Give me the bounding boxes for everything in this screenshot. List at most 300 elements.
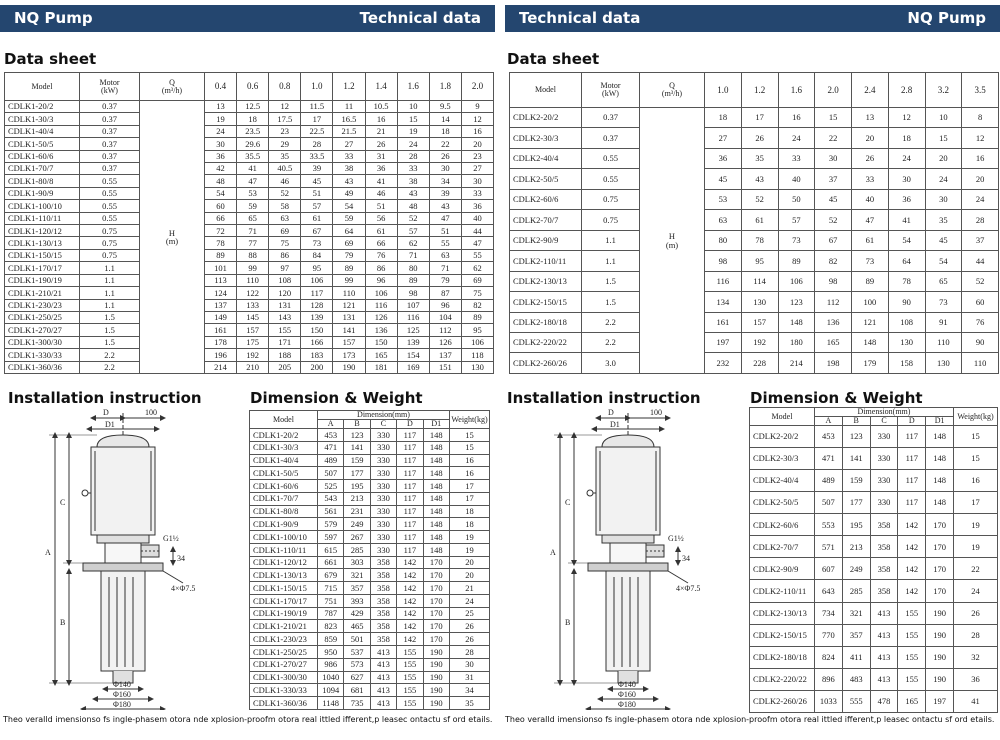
head-cell: 71 [397, 249, 429, 261]
table-row [5, 361, 494, 373]
dimension-cell: 330 [870, 448, 898, 470]
q-value: 3.2 [925, 73, 962, 108]
dimension-cell: 142 [397, 582, 423, 595]
head-cell: 36 [705, 148, 742, 168]
model-header: Model [5, 73, 80, 101]
dimension-cell: 471 [318, 441, 344, 454]
head-cell: 86 [269, 249, 301, 261]
label-d: D [103, 408, 109, 417]
model-cell: CDLK2-220/22 [750, 668, 815, 690]
model-cell: CDLK1-50/5 [250, 467, 318, 480]
dimension-cell: 413 [870, 668, 898, 690]
table-row [250, 531, 490, 544]
head-cell: 121 [852, 312, 889, 332]
model-cell: CDLK1-150/15 [5, 249, 80, 261]
head-cell: 26 [429, 150, 461, 162]
head-cell: 73 [778, 230, 815, 250]
head-cell: 120 [269, 287, 301, 299]
head-cell: 18 [429, 125, 461, 137]
table-row [5, 163, 494, 175]
head-cell: 30 [925, 189, 962, 209]
dimension-cell: 413 [370, 684, 396, 697]
head-cell: 36 [205, 150, 237, 162]
dimension-cell: 117 [397, 454, 423, 467]
head-cell: 13 [852, 108, 889, 128]
table-row [5, 101, 494, 113]
dimension-cell: 561 [318, 505, 344, 518]
head-cell: 10 [925, 108, 962, 128]
table-row [5, 200, 494, 212]
head-cell: 63 [269, 212, 301, 224]
head-cell: 90 [962, 332, 999, 352]
head-cell: 16 [778, 108, 815, 128]
head-cell: 30 [429, 163, 461, 175]
head-cell: 10 [397, 101, 429, 113]
head-cell: 28 [301, 138, 333, 150]
head-cell: 9.5 [429, 101, 461, 113]
label-d1: D1 [610, 420, 620, 429]
head-cell: 67 [301, 225, 333, 237]
dimension-table [249, 410, 490, 710]
head-cell: 11.5 [301, 101, 333, 113]
head-cell: 24 [888, 148, 925, 168]
dimension-cell: 787 [318, 607, 344, 620]
dimension-cell: 896 [815, 668, 843, 690]
header-row [5, 73, 494, 101]
dimension-cell: 190 [926, 646, 954, 668]
dimension-cell: 148 [423, 441, 449, 454]
head-cell: 130 [925, 353, 962, 374]
q-value: 0.6 [237, 73, 269, 101]
head-cell: 157 [333, 336, 365, 348]
weight-cell: 19 [954, 514, 998, 536]
head-cell: 136 [815, 312, 852, 332]
model-header: Model [750, 408, 815, 426]
head-cell: 73 [852, 251, 889, 271]
head-cell: 23 [269, 125, 301, 137]
head-cell: 51 [301, 187, 333, 199]
label-b: B [565, 618, 571, 627]
table-row [250, 620, 490, 633]
dimension-cell: 155 [898, 646, 926, 668]
table-row [5, 249, 494, 261]
table-row [750, 624, 998, 646]
head-cell: 69 [269, 225, 301, 237]
head-cell: 75 [461, 287, 493, 299]
head-cell: 139 [301, 311, 333, 323]
motor-cap [602, 435, 654, 447]
label-c: C [565, 498, 571, 507]
head-cell: 36 [888, 189, 925, 209]
q-value: 1.4 [365, 73, 397, 101]
dimension-cell: 142 [397, 594, 423, 607]
head-cell: 112 [429, 324, 461, 336]
weight-cell: 20 [450, 569, 490, 582]
head-cell: 16.5 [333, 113, 365, 125]
table-row [250, 684, 490, 697]
label-phi140: Φ140 [113, 680, 131, 689]
dimension-cell: 117 [898, 470, 926, 492]
dimension-cell: 213 [344, 492, 370, 505]
motor-cell: 0.37 [80, 163, 140, 175]
dimension-cell: 148 [926, 448, 954, 470]
head-cell: 23.5 [237, 125, 269, 137]
head-cell: 45 [925, 230, 962, 250]
dimension-cell: 170 [423, 607, 449, 620]
head-cell: 150 [365, 336, 397, 348]
head-cell: 27 [333, 138, 365, 150]
data-sheet-title: Data sheet [4, 50, 97, 68]
model-cell: CDLK2-70/7 [510, 210, 582, 230]
head-cell: 17 [741, 108, 778, 128]
weight-cell: 15 [954, 448, 998, 470]
head-cell: 116 [705, 271, 742, 291]
table-row [750, 426, 998, 448]
dimension-cell: 123 [842, 426, 870, 448]
model-cell: CDLK2-130/13 [750, 602, 815, 624]
head-cell: 101 [205, 262, 237, 274]
header-brand: NQ Pump [14, 9, 93, 27]
dimension-cell: 195 [344, 480, 370, 493]
head-cell: 67 [815, 230, 852, 250]
dimension-cell: 190 [926, 602, 954, 624]
head-cell: 61 [852, 230, 889, 250]
head-cell: 62 [397, 237, 429, 249]
label-a: A [45, 548, 51, 557]
head-cell: 15 [815, 108, 852, 128]
model-cell: CDLK1-60/6 [250, 480, 318, 493]
data-sheet-title: Data sheet [507, 50, 600, 68]
h-unit: (m) [165, 236, 179, 246]
header-title: Technical data [519, 9, 641, 27]
head-cell: 145 [237, 311, 269, 323]
dimension-cell: 123 [344, 429, 370, 442]
dimension-cell: 249 [842, 558, 870, 580]
head-cell: 43 [429, 200, 461, 212]
head-cell: 63 [705, 210, 742, 230]
label-a: A [550, 548, 556, 557]
head-cell: 20 [962, 169, 999, 189]
motor-cell: 2.2 [80, 361, 140, 373]
head-cell: 131 [333, 311, 365, 323]
head-cell: 30 [205, 138, 237, 150]
head-cell: 12.5 [237, 101, 269, 113]
head-cell: 99 [333, 274, 365, 286]
head-cell: 80 [705, 230, 742, 250]
dimension-cell: 148 [423, 518, 449, 531]
head-cell: 64 [888, 251, 925, 271]
dimension-cell: 571 [815, 536, 843, 558]
head-cell: 55 [461, 249, 493, 261]
label-phi180: Φ180 [618, 700, 636, 709]
weight-cell: 24 [954, 580, 998, 602]
head-cell: 40 [778, 169, 815, 189]
motor-cell: 0.37 [582, 128, 640, 148]
head-cell: 128 [301, 299, 333, 311]
head-cell: 45 [301, 175, 333, 187]
q-value: 1.0 [705, 73, 742, 108]
head-cell: 52 [269, 187, 301, 199]
dimension-cell: 471 [815, 448, 843, 470]
dimension-cell: 177 [344, 467, 370, 480]
dimension-cell: 413 [870, 624, 898, 646]
weight-cell: 15 [954, 426, 998, 448]
head-cell: 89 [397, 274, 429, 286]
motor-cell: 0.37 [80, 138, 140, 150]
head-cell: 123 [778, 292, 815, 312]
weight-cell: 15 [450, 441, 490, 454]
motor-cell: 0.37 [80, 125, 140, 137]
head-cell: 9 [461, 101, 493, 113]
dimension-cell: 330 [370, 531, 396, 544]
head-cell: 19 [205, 113, 237, 125]
head-cell: 33 [778, 148, 815, 168]
model-cell: CDLK2-90/9 [750, 558, 815, 580]
pump-body [101, 571, 145, 671]
head-cell: 41 [888, 210, 925, 230]
dimension-cell: 525 [318, 480, 344, 493]
head-cell: 20 [461, 138, 493, 150]
head-cell: 57 [397, 225, 429, 237]
table-row [5, 336, 494, 348]
weight-cell: 28 [450, 646, 490, 659]
q-value: 1.6 [778, 73, 815, 108]
model-cell: CDLK2-50/5 [750, 492, 815, 514]
dimension-cell: 159 [344, 454, 370, 467]
model-cell: CDLK2-110/11 [750, 580, 815, 602]
weight-cell: 16 [954, 470, 998, 492]
model-header: Model [250, 411, 318, 429]
head-cell: 48 [397, 200, 429, 212]
head-cell: 24 [962, 189, 999, 209]
head-cell: 179 [852, 353, 889, 374]
head-cell: 154 [397, 349, 429, 361]
head-cell: 100 [852, 292, 889, 312]
weight-cell: 17 [450, 480, 490, 493]
head-cell: 116 [365, 299, 397, 311]
weight-cell: 19 [450, 543, 490, 556]
dimension-cell: 170 [926, 514, 954, 536]
dimension-cell: 358 [870, 536, 898, 558]
dimension-cell: 679 [318, 569, 344, 582]
head-cell: 20 [852, 128, 889, 148]
weight-cell: 41 [954, 690, 998, 712]
head-cell: 82 [815, 251, 852, 271]
head-cell: 33 [461, 187, 493, 199]
head-cell: 48 [205, 175, 237, 187]
data-sheet-table [509, 72, 999, 374]
head-cell: 137 [429, 349, 461, 361]
table-row [5, 138, 494, 150]
model-cell: CDLK1-80/8 [5, 175, 80, 187]
model-cell: CDLK2-40/4 [750, 470, 815, 492]
table-row [5, 262, 494, 274]
label-g: G1½ [668, 534, 684, 543]
dimension-cell: 155 [397, 697, 423, 710]
table-row [250, 556, 490, 569]
dimension-cell: 117 [397, 441, 423, 454]
dimension-cell: 190 [926, 668, 954, 690]
dimension-cell: 190 [423, 671, 449, 684]
dimension-cell: 411 [842, 646, 870, 668]
dimension-cell: 358 [370, 620, 396, 633]
dimension-cell: 543 [318, 492, 344, 505]
motor-cell: 1.5 [582, 271, 640, 291]
pump-drawing-svg [5, 405, 245, 710]
head-cell: 43 [397, 187, 429, 199]
head-cell: 56 [365, 212, 397, 224]
model-cell: CDLK1-50/5 [5, 138, 80, 150]
dimension-cell: 413 [370, 646, 396, 659]
table-row [250, 543, 490, 556]
head-cell: 114 [741, 271, 778, 291]
head-cell: 38 [333, 163, 365, 175]
table-row [510, 148, 999, 168]
motor-cell: 0.37 [80, 101, 140, 113]
header-row [750, 408, 998, 417]
model-cell: CDLK1-130/13 [250, 569, 318, 582]
head-cell: 124 [205, 287, 237, 299]
head-cell: 35.5 [237, 150, 269, 162]
model-cell: CDLK1-230/23 [5, 299, 80, 311]
dimension-cell: 117 [898, 448, 926, 470]
head-cell: 139 [397, 336, 429, 348]
dimension-cell: 859 [318, 633, 344, 646]
head-cell: 22.5 [301, 125, 333, 137]
head-cell: 30 [815, 148, 852, 168]
dimension-cell: 507 [815, 492, 843, 514]
dimension-cell: 553 [815, 514, 843, 536]
motor-cell: 2.2 [582, 332, 640, 352]
head-cell: 55 [429, 237, 461, 249]
pump-body [606, 571, 650, 671]
head-cell: 106 [778, 271, 815, 291]
model-cell: CDLK1-270/27 [5, 324, 80, 336]
dimension-column-header: A [318, 420, 344, 429]
head-cell: 24 [205, 125, 237, 137]
head-cell: 31 [365, 150, 397, 162]
head-cell: 89 [461, 311, 493, 323]
head-cell: 51 [365, 200, 397, 212]
head-cell: 112 [815, 292, 852, 312]
header-title: Technical data [359, 9, 481, 27]
model-cell: CDLK1-30/3 [5, 113, 80, 125]
model-cell: CDLK2-20/2 [510, 108, 582, 128]
model-cell: CDLK1-230/23 [250, 633, 318, 646]
head-cell: 106 [301, 274, 333, 286]
head-cell: 150 [301, 324, 333, 336]
dimension-cell: 358 [370, 582, 396, 595]
dimension-title: Dimension & Weight [750, 389, 923, 407]
label-phi160: Φ160 [113, 690, 131, 699]
head-cell: 52 [815, 210, 852, 230]
installation-title: Installation instruction [8, 389, 202, 407]
head-cell: 157 [237, 324, 269, 336]
head-cell: 87 [429, 287, 461, 299]
dimension-cell: 190 [423, 646, 449, 659]
head-cell: 137 [205, 299, 237, 311]
head-cell: 29.6 [237, 138, 269, 150]
dimension-header: Dimension(mm) [815, 408, 954, 417]
head-cell: 78 [741, 230, 778, 250]
dimension-cell: 141 [842, 448, 870, 470]
motor-cell: 0.37 [80, 113, 140, 125]
head-cell: 47 [461, 237, 493, 249]
dimension-cell: 330 [870, 492, 898, 514]
dimension-cell: 148 [423, 543, 449, 556]
model-cell: CDLK2-180/18 [510, 312, 582, 332]
weight-cell: 36 [954, 668, 998, 690]
model-cell: CDLK2-90/9 [510, 230, 582, 250]
dimension-cell: 507 [318, 467, 344, 480]
head-cell: 205 [269, 361, 301, 373]
table-row [510, 169, 999, 189]
dimension-cell: 190 [423, 684, 449, 697]
dimension-cell: 607 [815, 558, 843, 580]
head-cell: 122 [237, 287, 269, 299]
weight-cell: 19 [954, 536, 998, 558]
weight-cell: 28 [954, 624, 998, 646]
dimension-cell: 142 [898, 558, 926, 580]
head-cell: 24 [397, 138, 429, 150]
right-page [505, 0, 1000, 740]
dimension-cell: 177 [842, 492, 870, 514]
model-cell: CDLK1-360/36 [250, 697, 318, 710]
pump-drawing-svg [510, 405, 750, 710]
table-row [5, 237, 494, 249]
q-header [640, 73, 705, 108]
head-cell: 104 [429, 311, 461, 323]
head-cell: 183 [301, 349, 333, 361]
head-cell: 35 [741, 148, 778, 168]
dimension-cell: 195 [842, 514, 870, 536]
head-cell: 28 [397, 150, 429, 162]
table-row [510, 210, 999, 230]
dimension-cell: 681 [344, 684, 370, 697]
motor-cell: 0.75 [582, 189, 640, 209]
head-cell: 106 [461, 336, 493, 348]
dimension-cell: 142 [898, 536, 926, 558]
q-value: 1.2 [741, 73, 778, 108]
table-row [250, 697, 490, 710]
head-cell: 214 [205, 361, 237, 373]
motor-cell: 1.1 [80, 287, 140, 299]
table-row [250, 454, 490, 467]
label-b: B [60, 618, 66, 627]
table-row [510, 251, 999, 271]
head-cell: 27 [705, 128, 742, 148]
head-cell: 22 [815, 128, 852, 148]
table-row [5, 287, 494, 299]
dimension-cell: 142 [397, 556, 423, 569]
table-row [250, 569, 490, 582]
table-row [510, 271, 999, 291]
head-cell: 15 [925, 128, 962, 148]
dimension-cell: 267 [344, 531, 370, 544]
q-value: 1.0 [301, 73, 333, 101]
model-cell: CDLK1-110/11 [5, 212, 80, 224]
table-row [750, 646, 998, 668]
head-cell: 161 [705, 312, 742, 332]
dimension-cell: 734 [815, 602, 843, 624]
head-cell: 51 [429, 225, 461, 237]
dimension-cell: 824 [815, 646, 843, 668]
dimension-cell: 142 [898, 580, 926, 602]
head-cell: 11 [333, 101, 365, 113]
head-cell: 23 [461, 150, 493, 162]
model-cell: CDLK1-250/25 [5, 311, 80, 323]
head-cell: 47 [852, 210, 889, 230]
